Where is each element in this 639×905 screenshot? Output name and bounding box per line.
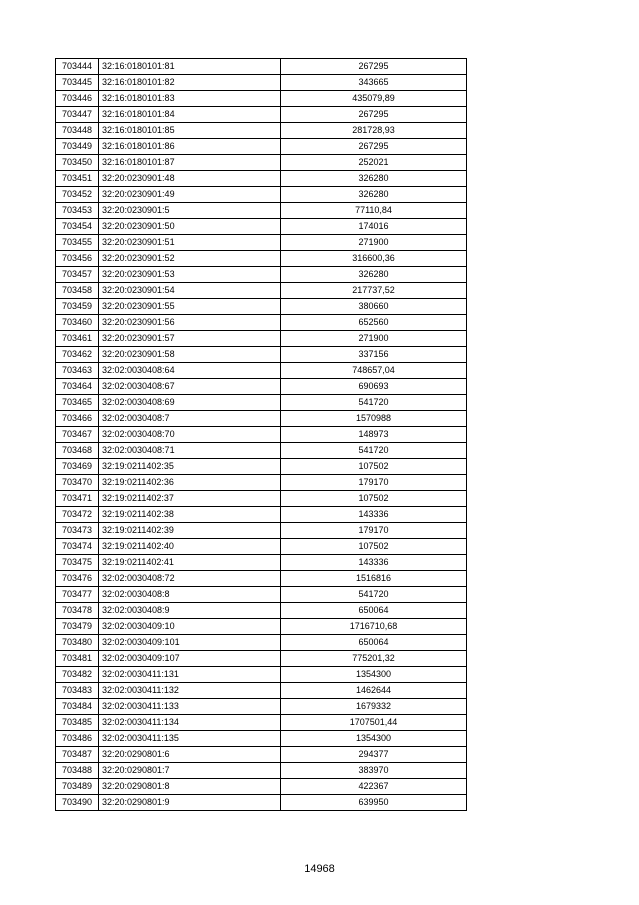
cadastral-number-cell: 32:02:0030411:134 (99, 715, 281, 731)
row-id-cell: 703470 (56, 475, 99, 491)
table-row (56, 587, 467, 603)
table-row (56, 635, 467, 651)
cadastral-number-cell: 32:19:0211402:35 (99, 459, 281, 475)
value-cell: 1707501,44 (281, 715, 467, 731)
value-cell: 107502 (281, 539, 467, 555)
table-row (56, 443, 467, 459)
cadastral-number-cell: 32:20:0230901:51 (99, 235, 281, 251)
cadastral-number-cell: 32:19:0211402:41 (99, 555, 281, 571)
table-row (56, 283, 467, 299)
row-id-cell: 703478 (56, 603, 99, 619)
value-cell: 383970 (281, 763, 467, 779)
table-row (56, 219, 467, 235)
row-id-cell: 703465 (56, 395, 99, 411)
row-id-cell: 703475 (56, 555, 99, 571)
value-cell: 337156 (281, 347, 467, 363)
cadastral-number-cell: 32:02:0030409:107 (99, 651, 281, 667)
value-cell: 650064 (281, 635, 467, 651)
value-cell: 343665 (281, 75, 467, 91)
cadastral-number-cell: 32:20:0230901:48 (99, 171, 281, 187)
row-id-cell: 703468 (56, 443, 99, 459)
value-cell: 179170 (281, 475, 467, 491)
value-cell: 143336 (281, 555, 467, 571)
value-cell: 650064 (281, 603, 467, 619)
table-row (56, 155, 467, 171)
cadastral-number-cell: 32:20:0230901:58 (99, 347, 281, 363)
table-row (56, 715, 467, 731)
table-row (56, 539, 467, 555)
table-row (56, 555, 467, 571)
row-id-cell: 703467 (56, 427, 99, 443)
cadastral-number-cell: 32:20:0230901:57 (99, 331, 281, 347)
table-row (56, 123, 467, 139)
cadastral-number-cell: 32:20:0230901:53 (99, 267, 281, 283)
value-cell: 271900 (281, 331, 467, 347)
table-row (56, 75, 467, 91)
cadastral-number-cell: 32:02:0030408:72 (99, 571, 281, 587)
table-row (56, 411, 467, 427)
value-cell: 267295 (281, 107, 467, 123)
row-id-cell: 703487 (56, 747, 99, 763)
row-id-cell: 703469 (56, 459, 99, 475)
cadastral-number-cell: 32:19:0211402:36 (99, 475, 281, 491)
row-id-cell: 703459 (56, 299, 99, 315)
cadastral-number-cell: 32:16:0180101:86 (99, 139, 281, 155)
value-cell: 252021 (281, 155, 467, 171)
value-cell: 107502 (281, 459, 467, 475)
row-id-cell: 703454 (56, 219, 99, 235)
table-row (56, 779, 467, 795)
row-id-cell: 703485 (56, 715, 99, 731)
value-cell: 294377 (281, 747, 467, 763)
cadastral-number-cell: 32:16:0180101:82 (99, 75, 281, 91)
row-id-cell: 703445 (56, 75, 99, 91)
row-id-cell: 703482 (56, 667, 99, 683)
cadastral-number-cell: 32:20:0290801:6 (99, 747, 281, 763)
cadastral-number-cell: 32:20:0230901:52 (99, 251, 281, 267)
value-cell: 148973 (281, 427, 467, 443)
value-cell: 174016 (281, 219, 467, 235)
row-id-cell: 703484 (56, 699, 99, 715)
cadastral-number-cell: 32:02:0030411:132 (99, 683, 281, 699)
row-id-cell: 703486 (56, 731, 99, 747)
table-row (56, 747, 467, 763)
table-row (56, 299, 467, 315)
table-row (56, 315, 467, 331)
table-row (56, 395, 467, 411)
cadastral-number-cell: 32:20:0230901:55 (99, 299, 281, 315)
row-id-cell: 703464 (56, 379, 99, 395)
row-id-cell: 703460 (56, 315, 99, 331)
table-row (56, 235, 467, 251)
value-cell: 541720 (281, 395, 467, 411)
table-row (56, 683, 467, 699)
table-row (56, 331, 467, 347)
table-row (56, 203, 467, 219)
row-id-cell: 703463 (56, 363, 99, 379)
value-cell: 690693 (281, 379, 467, 395)
cadastral-number-cell: 32:20:0230901:5 (99, 203, 281, 219)
row-id-cell: 703449 (56, 139, 99, 155)
cadastral-number-cell: 32:02:0030411:133 (99, 699, 281, 715)
table-row (56, 427, 467, 443)
value-cell: 107502 (281, 491, 467, 507)
row-id-cell: 703471 (56, 491, 99, 507)
row-id-cell: 703461 (56, 331, 99, 347)
value-cell: 652560 (281, 315, 467, 331)
row-id-cell: 703483 (56, 683, 99, 699)
cadastral-number-cell: 32:02:0030408:7 (99, 411, 281, 427)
table-row (56, 59, 467, 75)
value-cell: 267295 (281, 139, 467, 155)
cadastral-number-cell: 32:16:0180101:87 (99, 155, 281, 171)
row-id-cell: 703481 (56, 651, 99, 667)
row-id-cell: 703476 (56, 571, 99, 587)
value-cell: 316600,36 (281, 251, 467, 267)
value-cell: 1462644 (281, 683, 467, 699)
row-id-cell: 703452 (56, 187, 99, 203)
table-row (56, 763, 467, 779)
row-id-cell: 703466 (56, 411, 99, 427)
cadastral-number-cell: 32:02:0030408:69 (99, 395, 281, 411)
cadastral-number-cell: 32:02:0030408:9 (99, 603, 281, 619)
table-row (56, 571, 467, 587)
table-row (56, 667, 467, 683)
cadastral-number-cell: 32:20:0290801:8 (99, 779, 281, 795)
cadastral-number-cell: 32:19:0211402:40 (99, 539, 281, 555)
cadastral-number-cell: 32:02:0030408:70 (99, 427, 281, 443)
cadastral-number-cell: 32:20:0290801:9 (99, 795, 281, 811)
table-row (56, 347, 467, 363)
value-cell: 179170 (281, 523, 467, 539)
row-id-cell: 703477 (56, 587, 99, 603)
row-id-cell: 703446 (56, 91, 99, 107)
cadastral-number-cell: 32:02:0030409:10 (99, 619, 281, 635)
row-id-cell: 703488 (56, 763, 99, 779)
table-row (56, 139, 467, 155)
cadastral-number-cell: 32:16:0180101:83 (99, 91, 281, 107)
table-row (56, 795, 467, 811)
table-row (56, 459, 467, 475)
table-row (56, 171, 467, 187)
row-id-cell: 703458 (56, 283, 99, 299)
row-id-cell: 703456 (56, 251, 99, 267)
table-body (56, 59, 467, 811)
table-row (56, 491, 467, 507)
page-number: 14968 (304, 863, 335, 875)
table-row (56, 363, 467, 379)
value-cell: 217737,52 (281, 283, 467, 299)
table-row (56, 251, 467, 267)
value-cell: 435079,89 (281, 91, 467, 107)
cadastral-number-cell: 32:19:0211402:37 (99, 491, 281, 507)
value-cell: 422367 (281, 779, 467, 795)
row-id-cell: 703448 (56, 123, 99, 139)
row-id-cell: 703455 (56, 235, 99, 251)
table-row (56, 603, 467, 619)
value-cell: 639950 (281, 795, 467, 811)
value-cell: 1679332 (281, 699, 467, 715)
row-id-cell: 703447 (56, 107, 99, 123)
value-cell: 267295 (281, 59, 467, 75)
cadastral-number-cell: 32:16:0180101:84 (99, 107, 281, 123)
value-cell: 1570988 (281, 411, 467, 427)
cadastral-number-cell: 32:02:0030408:71 (99, 443, 281, 459)
row-id-cell: 703490 (56, 795, 99, 811)
cadastral-value-table (55, 58, 467, 811)
cadastral-number-cell: 32:02:0030411:131 (99, 667, 281, 683)
cadastral-number-cell: 32:20:0230901:50 (99, 219, 281, 235)
cadastral-number-cell: 32:02:0030409:101 (99, 635, 281, 651)
value-cell: 775201,32 (281, 651, 467, 667)
cadastral-number-cell: 32:20:0230901:56 (99, 315, 281, 331)
row-id-cell: 703480 (56, 635, 99, 651)
table-row (56, 91, 467, 107)
row-id-cell: 703474 (56, 539, 99, 555)
table-row (56, 267, 467, 283)
value-cell: 1516816 (281, 571, 467, 587)
table-row (56, 187, 467, 203)
row-id-cell: 703457 (56, 267, 99, 283)
value-cell: 326280 (281, 267, 467, 283)
table-row (56, 523, 467, 539)
value-cell: 541720 (281, 443, 467, 459)
value-cell: 541720 (281, 587, 467, 603)
row-id-cell: 703444 (56, 59, 99, 75)
cadastral-number-cell: 32:02:0030408:8 (99, 587, 281, 603)
value-cell: 281728,93 (281, 123, 467, 139)
cadastral-number-cell: 32:20:0290801:7 (99, 763, 281, 779)
row-id-cell: 703453 (56, 203, 99, 219)
table-row (56, 475, 467, 491)
row-id-cell: 703462 (56, 347, 99, 363)
value-cell: 271900 (281, 235, 467, 251)
cadastral-number-cell: 32:02:0030408:67 (99, 379, 281, 395)
row-id-cell: 703489 (56, 779, 99, 795)
value-cell: 326280 (281, 187, 467, 203)
value-cell: 748657,04 (281, 363, 467, 379)
cadastral-number-cell: 32:19:0211402:38 (99, 507, 281, 523)
table-row (56, 507, 467, 523)
cadastral-number-cell: 32:16:0180101:85 (99, 123, 281, 139)
cadastral-number-cell: 32:16:0180101:81 (99, 59, 281, 75)
table-row (56, 379, 467, 395)
cadastral-number-cell: 32:02:0030411:135 (99, 731, 281, 747)
table-row (56, 651, 467, 667)
cadastral-number-cell: 32:19:0211402:39 (99, 523, 281, 539)
row-id-cell: 703451 (56, 171, 99, 187)
value-cell: 143336 (281, 507, 467, 523)
cadastral-number-cell: 32:20:0230901:49 (99, 187, 281, 203)
value-cell: 77110,84 (281, 203, 467, 219)
cadastral-number-cell: 32:20:0230901:54 (99, 283, 281, 299)
row-id-cell: 703450 (56, 155, 99, 171)
cadastral-number-cell: 32:02:0030408:64 (99, 363, 281, 379)
table-row (56, 731, 467, 747)
value-cell: 1354300 (281, 731, 467, 747)
table-row (56, 107, 467, 123)
value-cell: 380660 (281, 299, 467, 315)
row-id-cell: 703473 (56, 523, 99, 539)
table-row (56, 699, 467, 715)
value-cell: 326280 (281, 171, 467, 187)
row-id-cell: 703472 (56, 507, 99, 523)
value-cell: 1354300 (281, 667, 467, 683)
table-row (56, 619, 467, 635)
row-id-cell: 703479 (56, 619, 99, 635)
value-cell: 1716710,68 (281, 619, 467, 635)
